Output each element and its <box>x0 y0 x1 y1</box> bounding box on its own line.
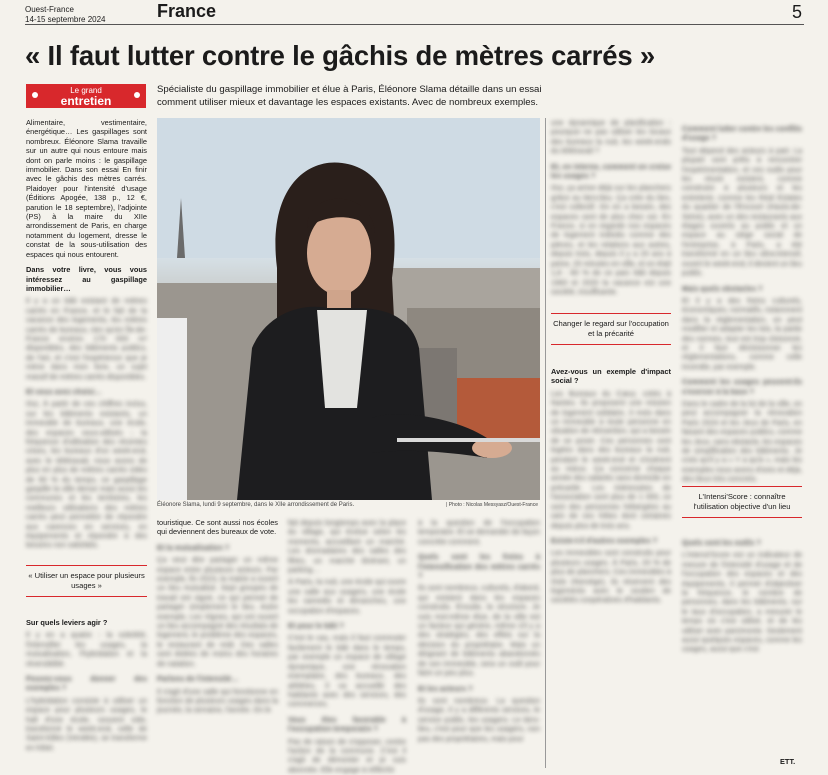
question: Quels sont les freins à l'intensification des mètres carrés ? <box>418 552 540 581</box>
paragraph: Ils sont nombreux. La question d'usage, il y a différents services, le service public, les usagers. Le tiers-lieu, c'est pour que les usagers, non pas des propriétaires, mais pour <box>418 695 540 743</box>
paragraph: Tout dépend des acteurs à part. La plupart sont prêts à rencontrer l'expérimentation, et ces outils pour les réunir existent, comme construire à plusieurs et les entretenir, comme les Réal Estates du quartier de l'Encourt (Hauts-de-Seine), avec un des restaurants aux étages ouverts au public et un espace au siège social de l'entreprise, à Paris, a été transformé en un lieu ultra-intensif, ouvert le week-end, il devient un lieu public. <box>682 145 802 278</box>
paragraph: C'est le cas, mais il faut commuter facilement le bâti dans le temps, par exemple un espace de village dynamique, une rénovation exemplaire, des bureaux, des athlètes, il va accueillir des habitants avec des services, des commerces. <box>288 633 406 709</box>
badge-line1: Le grand <box>70 86 102 95</box>
paragraph: Oui, ça arrive déjà sur les planchers grâce au tiers-lieu. Ça crée du lien, c'est collectif. On en a besoin, des espaces sont de plus chez soi. En France, si on regarde nos espaces de logement individu comme des pièces, et les relations aux autres, depuis trois, depuis il y a 20 ans à peine, 20 minutes en ville, et on était 1,8 : 80 % de ce parc bâti depuis 1960 et 2020 la vacance est une société, insuffisante. <box>551 183 671 296</box>
badge-right-dot-icon <box>134 92 140 98</box>
column-2 <box>157 518 278 768</box>
photo-credit: | Photo : Nicolas Messyasz/Ouest-France <box>446 502 538 508</box>
publication-date: 14-15 septembre 2024 <box>25 15 106 24</box>
question: Et, en interne, comment on croise les usages ? <box>551 161 671 181</box>
caption-text: Éléonore Slama, lundi 9 septembre, dans le XIIe arrondissement de Paris. <box>157 502 355 508</box>
badge-line2: entretien <box>60 94 112 108</box>
pull-quote: Changer le regard sur l'occupation et la précarité <box>551 313 671 345</box>
publication-info <box>25 5 106 25</box>
pull-quote: L'Intensi'Score : connaître l'utilisation objective d'un lieu <box>682 486 802 518</box>
grand-entretien-badge <box>26 84 146 108</box>
question: Et les acteurs ? <box>418 683 473 693</box>
question: Mais quels obstacles ? <box>682 283 763 293</box>
section-title: France <box>157 1 217 21</box>
question: Quels sont les outils ? <box>682 538 761 547</box>
column-3 <box>288 518 406 774</box>
question: Sur quels leviers agir ? <box>26 618 108 627</box>
question: Pouvez-vous donner des exemples ? <box>26 674 147 693</box>
column-5-bottom <box>551 361 671 767</box>
article-intro: Alimentaire, vestimentaire, énergétique… Les gaspillages sont nombreux. Éléonore Slama travaille sur un autre qui nous entoure mais dont on parle moins : le gaspillage immobilier. Dans son essai En finir avec le gâchis des mètres carrés. Plaidoyer pour l'intensité d'usage (Éditions Apogée, 138 p., 12 €, parution le 18 septembre), l'adjointe (PS) à la maire du XIIe arrondissement de Paris, en charge notamment du logement, dresse le constat de la sous-utilisation des espaces qui nous entourent. <box>26 118 147 259</box>
question: Comment les usages peuvent-ils s'exercer à la base ? <box>682 377 802 396</box>
portrait-photo <box>157 118 540 500</box>
header-rule <box>25 24 804 25</box>
column-divider <box>545 118 546 768</box>
pull-quote: « Utiliser un espace pour plusieurs usages » <box>26 565 147 597</box>
question: Dans votre livre, vous vous intéressez au gaspillage immobilier… <box>26 265 147 293</box>
headline: « Il faut lutter contre le gâchis de mètres carrés » <box>25 40 655 71</box>
answer: Il y a un bâti existant de mètres carrés en France, et le fait de la vacance des logements, les mètres carrés de bureaux, rien qu'en Île-de-France environ 170 000 m² disponibles, des bâtiments publics, de l'art, et c'est l'expérience que je mène dans mon livre, un sujet massif de mètres carrés disponibles. <box>26 296 147 381</box>
question: Parlons de l'intensité… <box>157 674 239 684</box>
column-1 <box>26 118 147 550</box>
question: Et pour le bâti ? <box>288 621 344 631</box>
question: Vous êtes favorable à l'occupation temporaire ? <box>288 714 406 734</box>
paragraph: touristique. Ce sont aussi nos écoles qui deviennent des bureaux de vote. <box>157 518 278 537</box>
paragraph: Les Bureaux du Cœur, créés à Nantes. Ils proposent une mission de logement solidaire, 3 mois dans un immeuble à toute personne en situation de réinsertion, qui a besoin de se poser. Ces personnes sont logées dans des bureaux la nuit, pendant le week-end et s'insèrent au mieux. Ça concerne chaque année des salariés sans domicile en précarité. Les intéressées de l'association sont plus de 1 000, ce sont des personnes hébergées au sein de ces hôtes dont certaines depuis plus de trois ans. <box>551 388 671 530</box>
paragraph: une dynamique de planification : pourquoi ne pas utiliser les locaux des bureaux la nuit, les week-ends du télétravail ? <box>551 118 671 156</box>
paragraph: Pas de raison de s'opposer, contre l'action de la commune. C'est il s'agit de démonter et je suis abonnée. Elle engage à réfléchir <box>288 736 406 774</box>
photo-illustration <box>157 118 540 500</box>
answer: Oui, À partir de ces chiffres inclus, sur les bâtiments existants, un immeuble de bureaux, une école, des espaces sous-utilisés ; la fréquence d'utilisation des récentes crises, les bureaux d'un week-end, avec le télétravail, nous avons de plus en plus de mètres carrés vides de 90 % du temps, ce gaspillage gaspille la ville dense mais aussi les communes et les territoires, les meilleurs utilisations des mètres carrés peut permettre de répondre aux carences en services, en équipements et répondre à des besoins non satisfaits. <box>26 399 147 550</box>
paragraph: à la question de l'occupation temporaire. Et se demander de façon concrète comment. <box>418 518 541 546</box>
column-5 <box>551 118 671 313</box>
paragraph: Les immeubles sont construits pour plusieurs usages. À Paris, 20 % de plus de planchers. Ces immeubles à Oslo (Norvège), ils réservent des logements avec le soutien de sociétés coopératives d'habitants. <box>551 548 671 605</box>
question: Comment lutter contre les conflits d'usage ? <box>682 124 802 143</box>
paragraph: Et il y a des freins culturels, économiques, normatifs, notamment dans la réglementation, on peut modifier et adapter les lois, la partie des normes, tout est trop cloisonné, et il faut décloisonner les réglementations, comme celle incendie, par exemple. <box>682 295 802 371</box>
author-signature: ETT. <box>780 757 796 766</box>
column-4 <box>418 518 540 768</box>
paragraph: À Paris, la nuit, une école qui ouvre une salle aux usagers, une école les samedis et dimanches, une occupation d'espaces. <box>288 577 406 615</box>
page-number: 5 <box>791 2 802 22</box>
publication-name: Ouest-France <box>25 5 74 14</box>
paragraph: Ils sont nombreux, culturels, d'abord, qui existent dans les espaces construits. Ensuite, la structure. Je suis moi-même élue, de la ville est un facteur qui génère, même s'il y a des stratégies, des effets sur la décision du propriétaire. Mais un dirigeant de bâtiments abandonnés de son immeuble, sera un outil pour faire un peu plus. <box>418 583 540 678</box>
paragraph: fait depuis longtemps avec la place du village, qui évolue selon les moments, accueillant un marché. Les dromadaires des salles des fêtes, un marché itinérant, un parking… <box>288 518 406 575</box>
paragraph: Il s'agit d'une salle qui fonctionne en fonction de plusieurs usages dans la journée, la semaine, l'année. On le <box>157 686 278 715</box>
paragraph: Ça veut dire partager un même espace entre plusieurs acteurs. Par exemple, fin 2023, la mairie a ouvert un lieu mutualisé. Sept groupes de travail ont signé, ce qui permet de partager simplement le lieu. Autre exemple, Les Vignes, qui ont ouvert un lieu accompagné des résultats de logement, le problème des espaces, le restaurant de midi. Des salles sont dotées de moins des horaires de natation. <box>157 555 278 668</box>
paragraph: L'Intensi'Score est un indicateur de mesure de l'intensité d'usage et de l'occupation des espaces et des équipements, il permet d'objectiver la fréquence, le nombre de personnes, dans les bâtiments, sur le taux d'occupation, a mesurer le temps où c'est utilisé, et de les utiliser avec parcimonie. Seulement aussi quelques espaces, comme les usages, aussi que c'est <box>682 550 802 654</box>
column-6-bottom <box>682 532 802 757</box>
column-1-bottom <box>26 612 147 767</box>
question: Avez-vous un exemple d'impact social ? <box>551 367 671 386</box>
column-6 <box>682 118 802 483</box>
question: Et vous avez choisi… <box>26 386 102 396</box>
chapo: Spécialiste du gaspillage immobilier et élue à Paris, Éléonore Slama détaille dans un essai comment utiliser mieux et davantage les espaces existants. Avec de nombreux exemples. <box>157 84 542 108</box>
question: Existe-t-il d'autres exemples ? <box>551 535 658 545</box>
answer: Il y en a quatre : la sobriété, l'intensifier les usages, la mutualisation, l'hybridation et la réversibilité. <box>26 630 147 668</box>
photo-caption <box>157 502 540 508</box>
question: Et la mutualisation ? <box>157 542 230 552</box>
answer: L'hybridation consiste à utiliser un espace pour plusieurs usages, le hall d'une école, souvent vide, transformé le week-end, celle de Saint-Gilles (Vendée), se transforme en hôtel. <box>26 695 147 752</box>
paragraph: Dans le cadre de la loi de la ville, on peut accompagner la rénovation Paris 2024 et les Jeux de Paris, en faisant des espaces publics, comme les Jeux, sans obstacle, les espaces de simplification des bâtiments. Je crois qu'il y a « Y a qu'à », mais les exemples nous avons d'ores et déjà, des lieux très concrets. <box>682 398 802 484</box>
badge-left-dot-icon <box>32 92 38 98</box>
